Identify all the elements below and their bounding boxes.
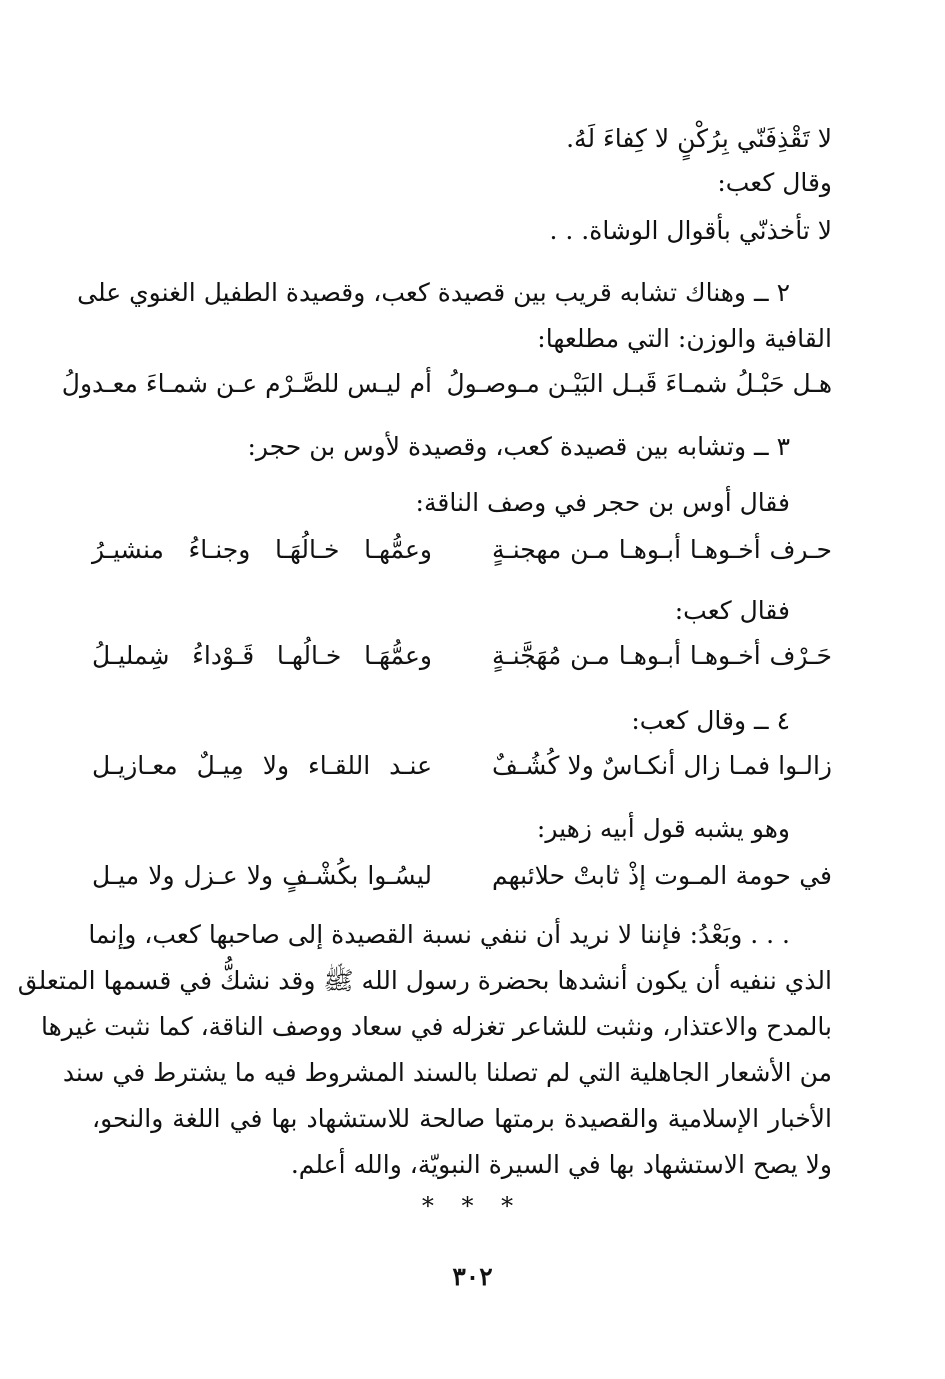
paragraph-line: من الأشعار الجاهلية التي لم تصلنا بالسند المشروط فيه ما يشترط في سند xyxy=(62,1058,832,1087)
verse-second-hemistich: وعمُّهَـا خـالُهـا قَـوْداءُ شِمليـلُ xyxy=(92,641,432,670)
text-line: وهو يشبه قول أبيه زهير: xyxy=(536,814,790,843)
verse-line xyxy=(92,746,832,786)
page-number: ٣٠٢ xyxy=(452,1262,493,1291)
verse-second-hemistich: وعمُّهـا خـالُهَـا وجنـاءُ منشيـرُ xyxy=(92,535,432,564)
verse-second-hemistich: عنـد اللقـاء ولا مِيـلٌ معـازيـل xyxy=(92,751,432,780)
paragraph-line: الذي ننفيه أن يكون أنشدها بحضرة رسول الله ﷺ وقد نشكُّ في قسمها المتعلق xyxy=(17,966,832,995)
verse-line xyxy=(92,856,832,896)
paragraph-line: الأخبار الإسلامية والقصيدة برمتها صالحة للاستشهاد بها في اللغة والنحو، xyxy=(92,1104,832,1133)
paragraph-line: ولا يصح الاستشهاد بها في السيرة النبويّة، والله أعلم. xyxy=(290,1150,832,1179)
verse-first-hemistich: حـرف أخـوهـا أبـوهـا مـن مهجنـةٍ xyxy=(492,535,832,564)
verse-first-hemistich: زالـوا فمـا زال أنكـاسٌ ولا كُشُـفٌ xyxy=(492,751,832,780)
verse-first-hemistich: في حومة المـوت إذْ ثابتْ حلائبهم xyxy=(492,861,832,890)
text-line: فقال كعب: xyxy=(674,596,790,625)
verse-line xyxy=(92,530,832,570)
verse-first-hemistich: حَـرْف أخـوهـا أبـوهـا مـن مُهَجَّنـةٍ xyxy=(492,641,832,670)
verse-second-hemistich: ليسُـوا بكُشْـفٍ ولا عـزل ولا ميـل xyxy=(92,861,432,890)
verse-first-hemistich: هـل حَبْـلُ شمـاءَ قَبـل البَيْـن مـوصـولُ xyxy=(446,369,832,398)
verse-line xyxy=(92,636,832,676)
text-line: فقال أوس بن حجر في وصف الناقة: xyxy=(415,488,790,517)
text-line: القافية والوزن: التي مطلعها: xyxy=(537,324,832,353)
verse-second-hemistich: أم ليـس للصَّـرْم عـن شمـاءَ معـدولُ xyxy=(61,369,432,398)
verse-line xyxy=(61,364,832,404)
text-line: لا تأخذنّي بأقوال الوشاة. . . xyxy=(549,216,832,245)
numbered-paragraph-line: ٤ ــ وقال كعب: xyxy=(631,706,790,735)
paragraph-line: . . . وبَعْدُ: فإننا لا نريد أن ننفي نسبة القصيدة إلى صاحبها كعب، وإنما xyxy=(88,920,790,949)
section-separator: * * * xyxy=(421,1192,524,1220)
paragraph-line: بالمدح والاعتذار، ونثبت للشاعر تغزله في سعاد ووصف الناقة، كما نثبت غيرها xyxy=(40,1012,832,1041)
numbered-paragraph-line: ٢ ــ وهناك تشابه قريب بين قصيدة كعب، وقصيدة الطفيل الغنوي على xyxy=(77,278,790,307)
numbered-paragraph-line: ٣ ــ وتشابه بين قصيدة كعب، وقصيدة لأوس بن حجر: xyxy=(247,432,790,461)
text-line: وقال كعب: xyxy=(717,168,832,197)
text-line: لا تَقْذِفَنّي بِرُكْنٍ لا كِفاءَ لَهُ. xyxy=(566,124,832,153)
